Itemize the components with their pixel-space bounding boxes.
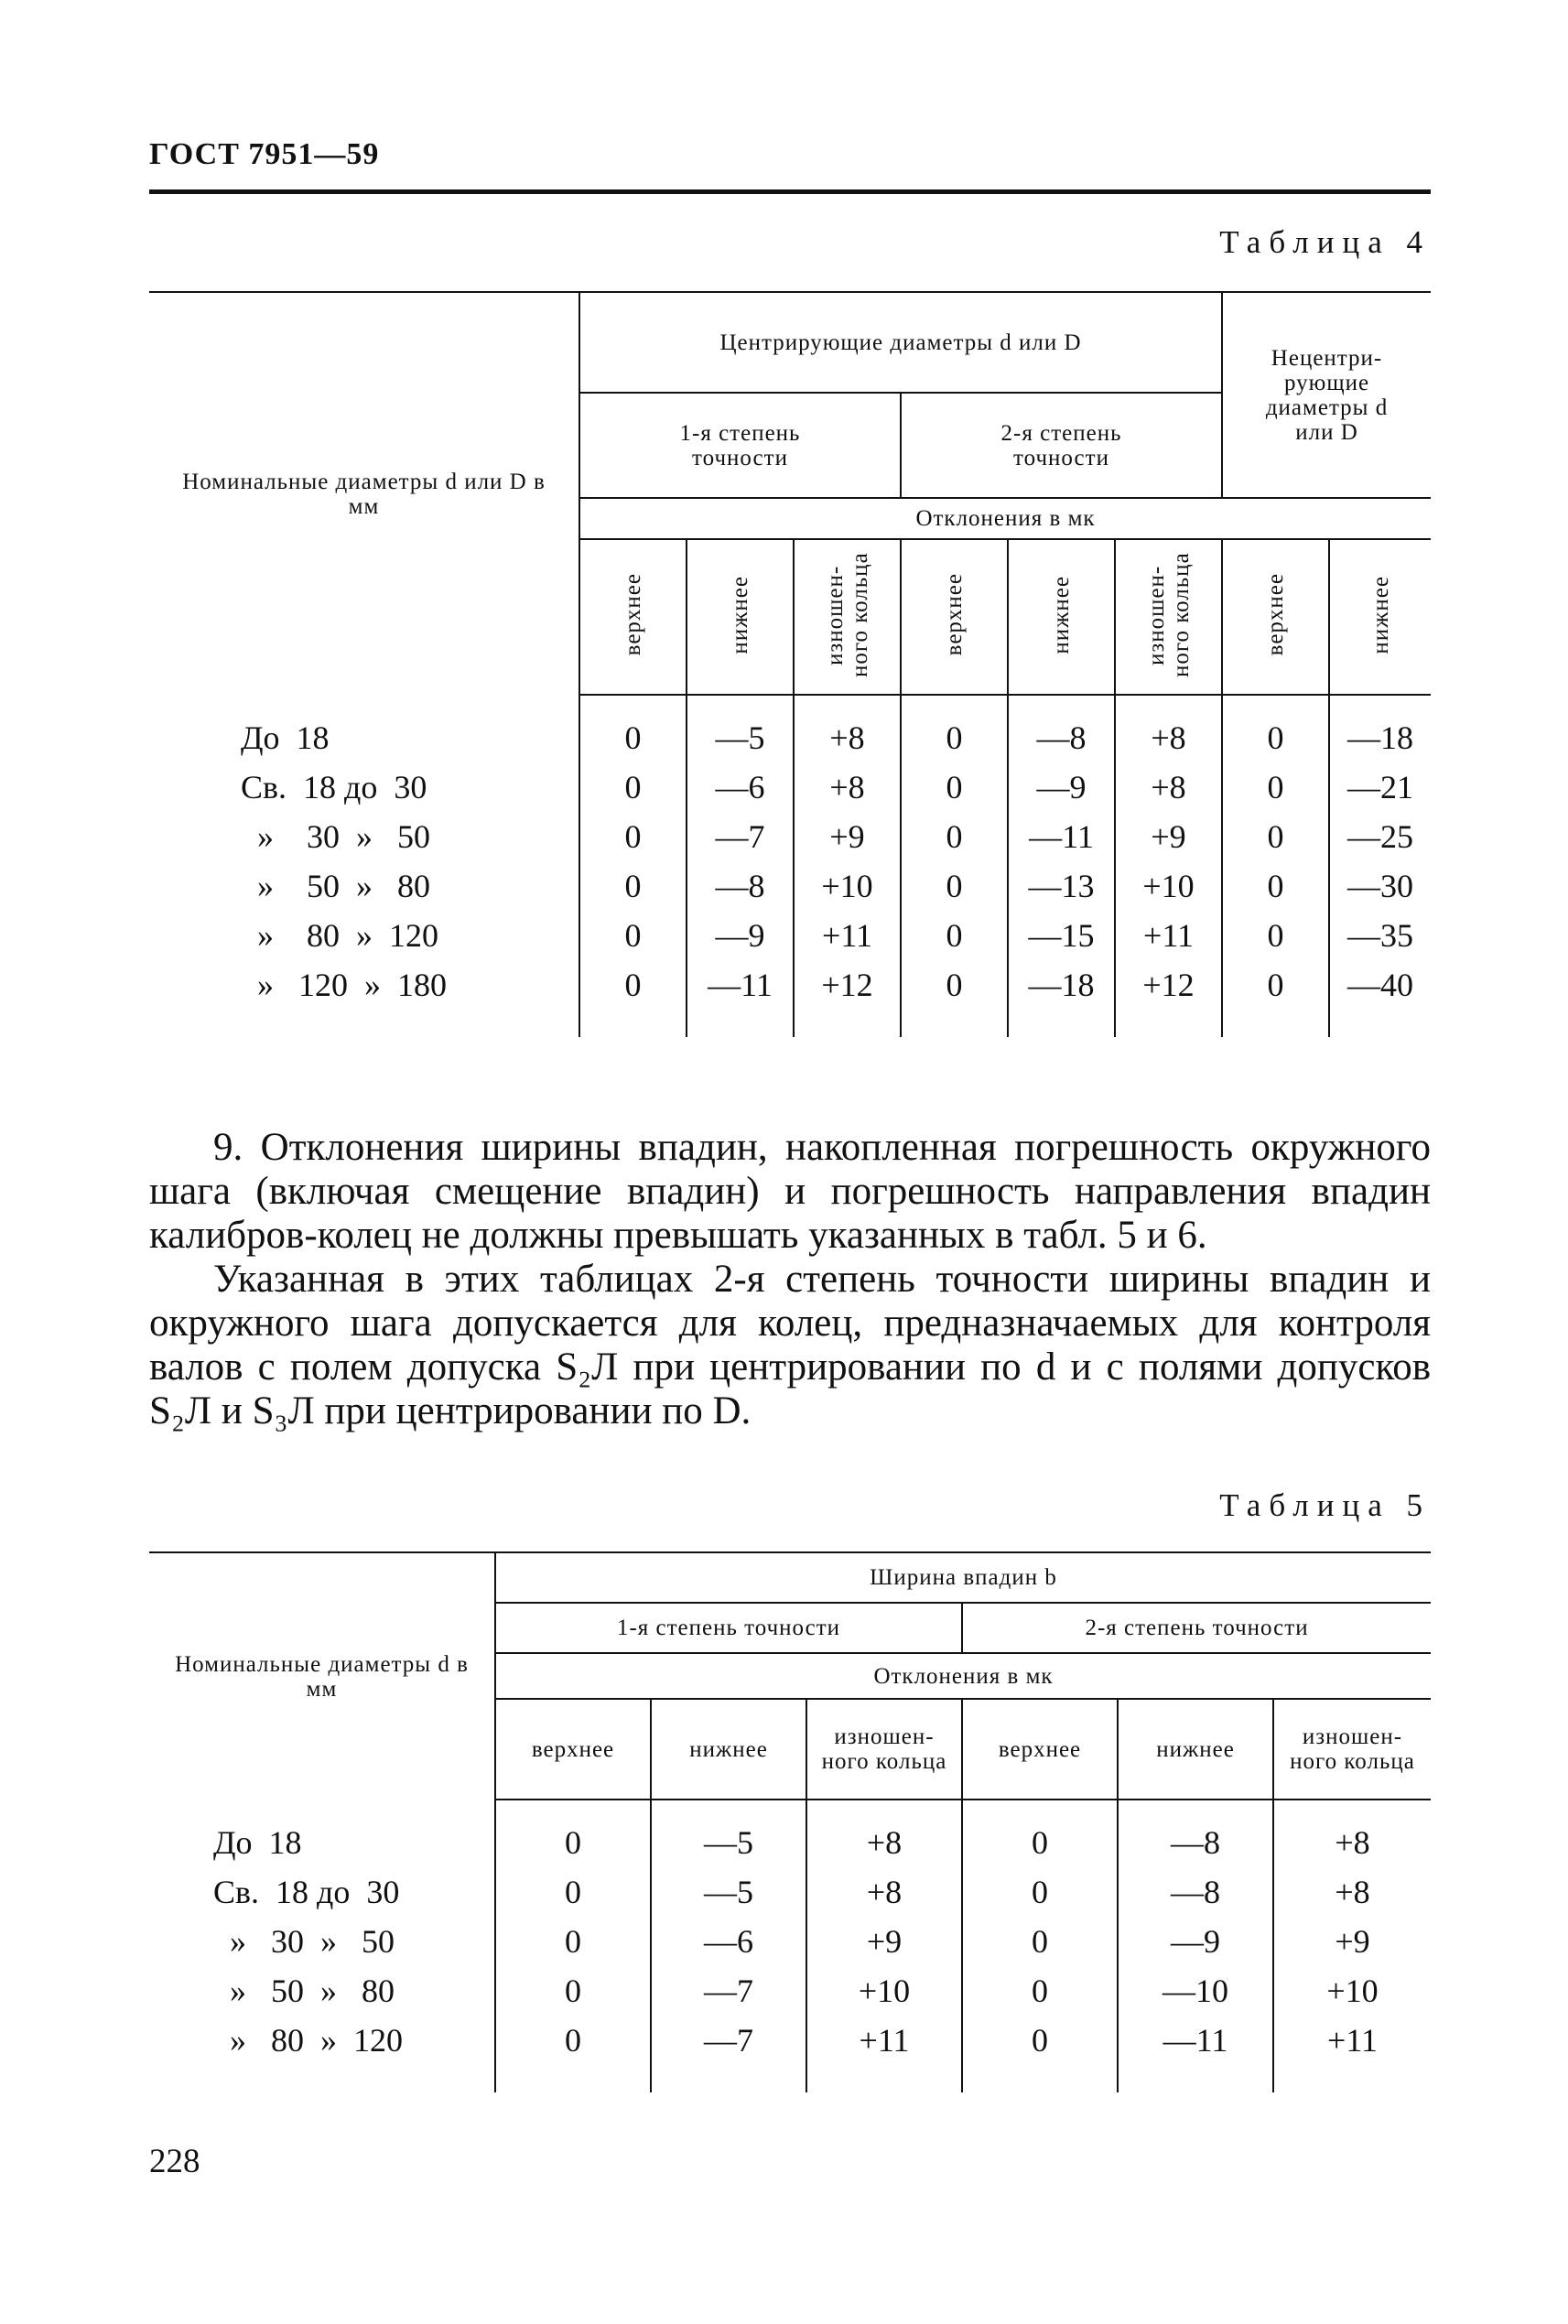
table-row: » 80 » 120 0 —9 +11 0 —15 +11 0 —35 — [149, 911, 1431, 960]
t5-col-grade2: 2-я степень точности — [962, 1603, 1431, 1653]
t5-col-grade1: 1-я степень точности — [495, 1603, 962, 1653]
table-row: Св. 18 до 30 0 —6 +8 0 —9 +8 0 —21 — [149, 762, 1431, 812]
table4 — [149, 291, 1431, 1037]
table5-caption: Таблица 5 — [1219, 1487, 1431, 1523]
t5-subcol: верхнее — [495, 1699, 651, 1800]
t5-subcol: изношен-ного кольца — [1273, 1699, 1431, 1800]
t4-col-noncentering: Нецентри-рующие диаметры d или D — [1222, 292, 1431, 498]
t4-col-centering: Центрирующие диаметры d или D — [579, 292, 1222, 393]
table-row: » 50 » 80 0 —7 +10 0 —10 +10 — [149, 1966, 1431, 2016]
paragraph-9: 9. Отклонения ширины впадин, накопленная погрешность окружного шага (включая смещение впадин) и погрешность направления впадин калибров-колец не должны превышать указанных в табл. 5 и 6. — [149, 1126, 1431, 1257]
t5-col-width: Ширина впадин b — [495, 1552, 1431, 1603]
header-rule — [149, 189, 1431, 194]
table-row: До 18 0 —5 +8 0 —8 +8 — [149, 1818, 1431, 1867]
table-row: До 18 0 —5 +8 0 —8 +8 0 —18 — [149, 713, 1431, 762]
t5-subcol: верхнее — [962, 1699, 1118, 1800]
body-text — [149, 1126, 1431, 1433]
t5-col-deviations: Отклонения в мк — [495, 1653, 1431, 1699]
paragraph-9-continued: Указанная в этих таблицах 2-я степень точности ширины впадин и окружного шага допускается для колец, предназначаемых для контроля валов с полем допуска S₂Л при центрировании по d и с полями допусков S₂Л и S₃Л при центрировании по D. — [149, 1258, 1431, 1432]
table-row: » 80 » 120 0 —7 +11 0 —11 +11 — [149, 2016, 1431, 2065]
t4-subcol: изношен-ного кольца — [1115, 539, 1222, 695]
t4-col-nominal: Номинальные диаметры d или D в мм — [149, 292, 579, 695]
t5-subcol: изношен-ного кольца — [806, 1699, 962, 1800]
t4-subcol: изношен-ного кольца — [794, 539, 901, 695]
table-row: » 30 » 50 0 —7 +9 0 —11 +9 0 —25 — [149, 812, 1431, 861]
table5 — [149, 1551, 1431, 2092]
t5-col-nominal: Номинальные диаметры d в мм — [149, 1552, 495, 1800]
t4-subcol: нижнее — [687, 539, 794, 695]
t4-subcol: нижнее — [1008, 539, 1115, 695]
table4-caption: Таблица 4 — [1219, 224, 1431, 260]
table-row: » 30 » 50 0 —6 +9 0 —9 +9 — [149, 1917, 1431, 1966]
t5-subcol: нижнее — [651, 1699, 806, 1800]
t4-col-deviations: Отклонения в мк — [579, 498, 1431, 539]
t4-subcol: верхнее — [1222, 539, 1329, 695]
document-title: ГОСТ 7951—59 — [149, 137, 380, 171]
table-row: » 120 » 180 0 —11 +12 0 —18 +12 0 —40 — [149, 960, 1431, 1010]
t4-col-grade1: 1-я степень точности — [579, 393, 901, 498]
table-row: » 50 » 80 0 —8 +10 0 —13 +10 0 —30 — [149, 861, 1431, 911]
t4-col-grade2: 2-я степень точности — [901, 393, 1222, 498]
t4-subcol: нижнее — [1329, 539, 1431, 695]
page-number: 228 — [149, 2143, 200, 2180]
table-row: Св. 18 до 30 0 —5 +8 0 —8 +8 — [149, 1867, 1431, 1917]
t4-subcol: верхнее — [901, 539, 1008, 695]
t5-subcol: нижнее — [1118, 1699, 1273, 1800]
t4-subcol: верхнее — [579, 539, 687, 695]
